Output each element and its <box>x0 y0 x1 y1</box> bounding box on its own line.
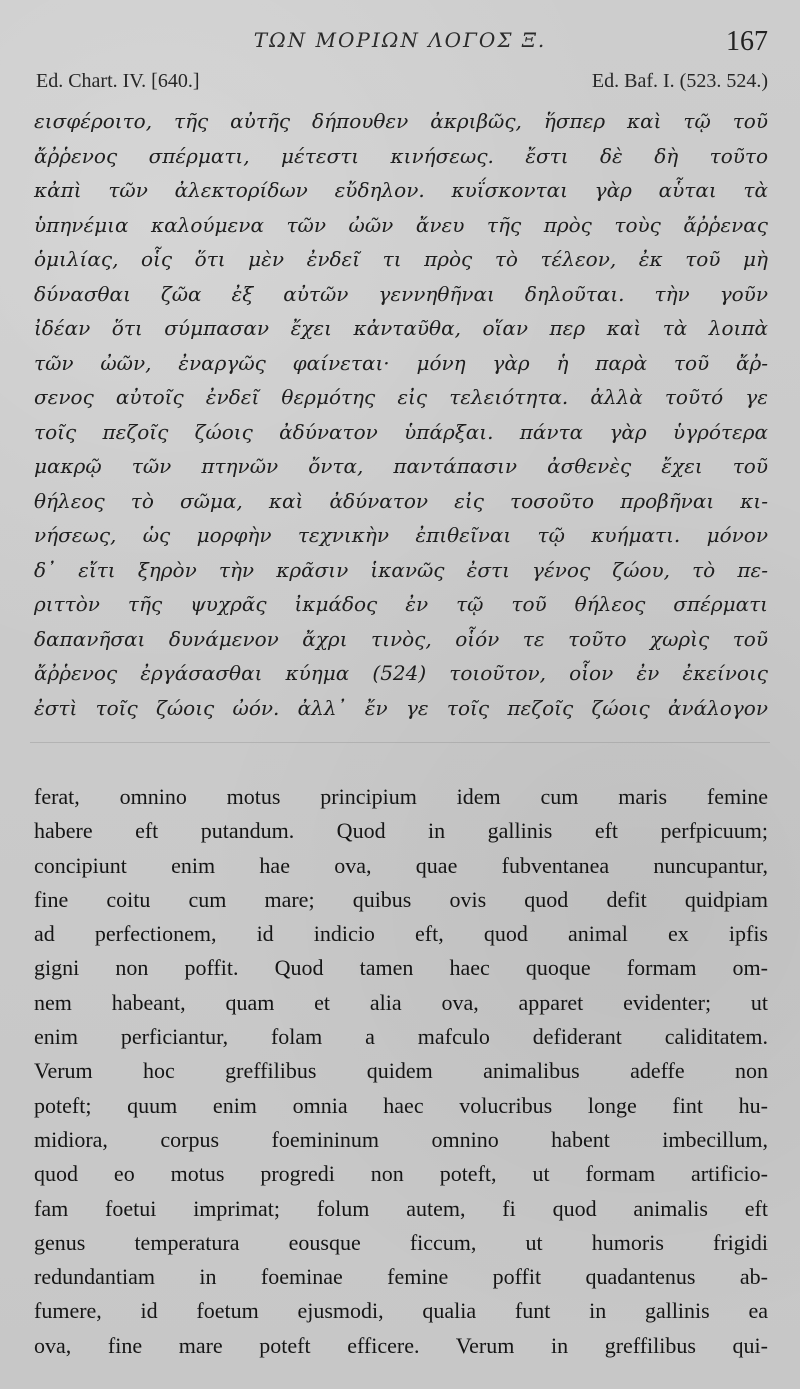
latin-line: redundantiam in foeminae femine poffit quadantenus ab- <box>34 1264 768 1290</box>
greek-line: εισφέροιτο, τῆς αὐτῆς δήπουθεν ἀκριβῶς, ἥσπερ καὶ τῷ τοῦ <box>34 109 768 133</box>
greek-line: τῶν ὠῶν, ἐναργῶς φαίνεται· μόνη γὰρ ἡ παρὰ τοῦ ἄῤ- <box>34 350 768 375</box>
greek-line: ἰδέαν ὅτι σύμπασαν ἔχει κἀνταῦθα, οἵαν περ καὶ τὰ λοιπὰ <box>34 316 768 340</box>
greek-line: ὑπηνέμια καλούμενα τῶν ὠῶν ἄνευ τῆς πρὸς τοὺς ἄῤῥενας <box>34 212 768 237</box>
page-number: 167 <box>726 26 768 57</box>
greek-line: ἄῤῥενος σπέρματι, μέτεστι κινήσεως. ἔστι δὲ δὴ τοῦτο <box>34 143 768 168</box>
greek-line: δαπανῆσαι δυνάμενον ἄχρι τινὸς, οἷόν τε τοῦτο χωρὶς τοῦ <box>34 626 768 651</box>
greek-line: δ᾽ εἴτι ξηρὸν τὴν κρᾶσιν ἱκανῶς ἐστι γένος ζώου, τὸ πε- <box>34 557 768 582</box>
latin-text-block <box>34 780 768 1363</box>
section-divider <box>30 742 770 743</box>
latin-line: fumere, id foetum ejusmodi, qualia funt in gallinis ea <box>34 1298 768 1324</box>
greek-line: θήλεος τὸ σῶμα, καὶ ἀδύνατον εἰς τοσοῦτο προβῆναι κι- <box>34 488 768 513</box>
greek-line: ἐστὶ τοῖς ζώοις ὠόν. ἀλλ᾽ ἔν γε τοῖς πεζοῖς ζώοις ἀνάλογον <box>34 695 768 720</box>
latin-line: ova, fine mare poteft efficere. Verum in greffilibus qui- <box>34 1332 768 1358</box>
latin-line: Verum hoc greffilibus quidem animalibus adeffe non <box>34 1058 768 1084</box>
greek-line: τοῖς πεζοῖς ζώοις ἀδύνατον ὑπάρξαι. πάντα γὰρ ὑγρότερα <box>34 419 768 444</box>
latin-line: concipiunt enim hae ova, quae fubventanea nuncupantur, <box>34 852 768 878</box>
greek-line: μακρῷ τῶν πτηνῶν ὄντα, παντάπασιν ἀσθενὲς ἔχει τοῦ <box>34 454 768 478</box>
latin-line: midiora, corpus foemininum omnino habent imbecillum, <box>34 1126 768 1152</box>
greek-line: σενος αὐτοῖς ἐνδεῖ θερμότης εἰς τελειότητα. ἀλλὰ τοῦτό γε <box>34 385 768 409</box>
greek-line: νήσεως, ὡς μορφὴν τεχνικὴν ἐπιθεῖναι τῷ κυήματι. μόνον <box>34 523 768 547</box>
greek-line: ριττὸν τῆς ψυχρᾶς ἰκμάδος ἐν τῷ τοῦ θήλεος σπέρματι <box>34 592 768 616</box>
latin-line: ad perfectionem, id indicio eft, quod animal ex ipfis <box>34 921 768 947</box>
greek-line: ἄῤῥενος ἐργάσασθαι κύημα (524) τοιοῦτον, οἷον ἐν ἐκείνοις <box>34 661 768 685</box>
greek-line: δύνασθαι ζῶα ἐξ αὐτῶν γεννηθῆναι δηλοῦται. τὴν γοῦν <box>34 281 768 306</box>
latin-line: fine coitu cum mare; quibus ovis quod defit quidpiam <box>34 886 768 912</box>
latin-line: habere eft putandum. Quod in gallinis eft perfpicuum; <box>34 818 768 844</box>
latin-line: genus temperatura eousque ficcum, ut humoris frigidi <box>34 1229 768 1255</box>
edition-reference-left: Ed. Chart. IV. [640.] <box>36 70 200 92</box>
latin-line: nem habeant, quam et alia ova, apparet evidenter; ut <box>34 989 768 1015</box>
latin-line: enim perficiantur, folam a mafculo defiderant caliditatem. <box>34 1024 768 1050</box>
greek-line: ὁμιλίας, οἷς ὅτι μὲν ἐνδεῖ τι πρὸς τὸ τέλεον, ἐκ τοῦ μὴ <box>34 247 768 271</box>
latin-line: quod eo motus progredi non poteft, ut formam artificio- <box>34 1161 768 1187</box>
running-title: ΤΩΝ ΜΟΡΙΩΝ ΛΟΓΟΣ Ξ. <box>253 28 547 52</box>
latin-line: ferat, omnino motus principium idem cum maris femine <box>34 784 768 809</box>
latin-line: fam foetui imprimat; folum autem, fi quod animalis eft <box>34 1195 768 1221</box>
greek-text-block <box>34 104 768 725</box>
latin-line: poteft; quum enim omnia haec volucribus longe fint hu- <box>34 1092 768 1118</box>
greek-line: κἀπὶ τῶν ἀλεκτορίδων εὔδηλον. κυΐσκονται γὰρ αὗται τὰ <box>34 178 768 202</box>
edition-reference-right: Ed. Baf. I. (523. 524.) <box>591 70 768 92</box>
latin-line: gigni non poffit. Quod tamen haec quoque formam om- <box>34 955 768 981</box>
